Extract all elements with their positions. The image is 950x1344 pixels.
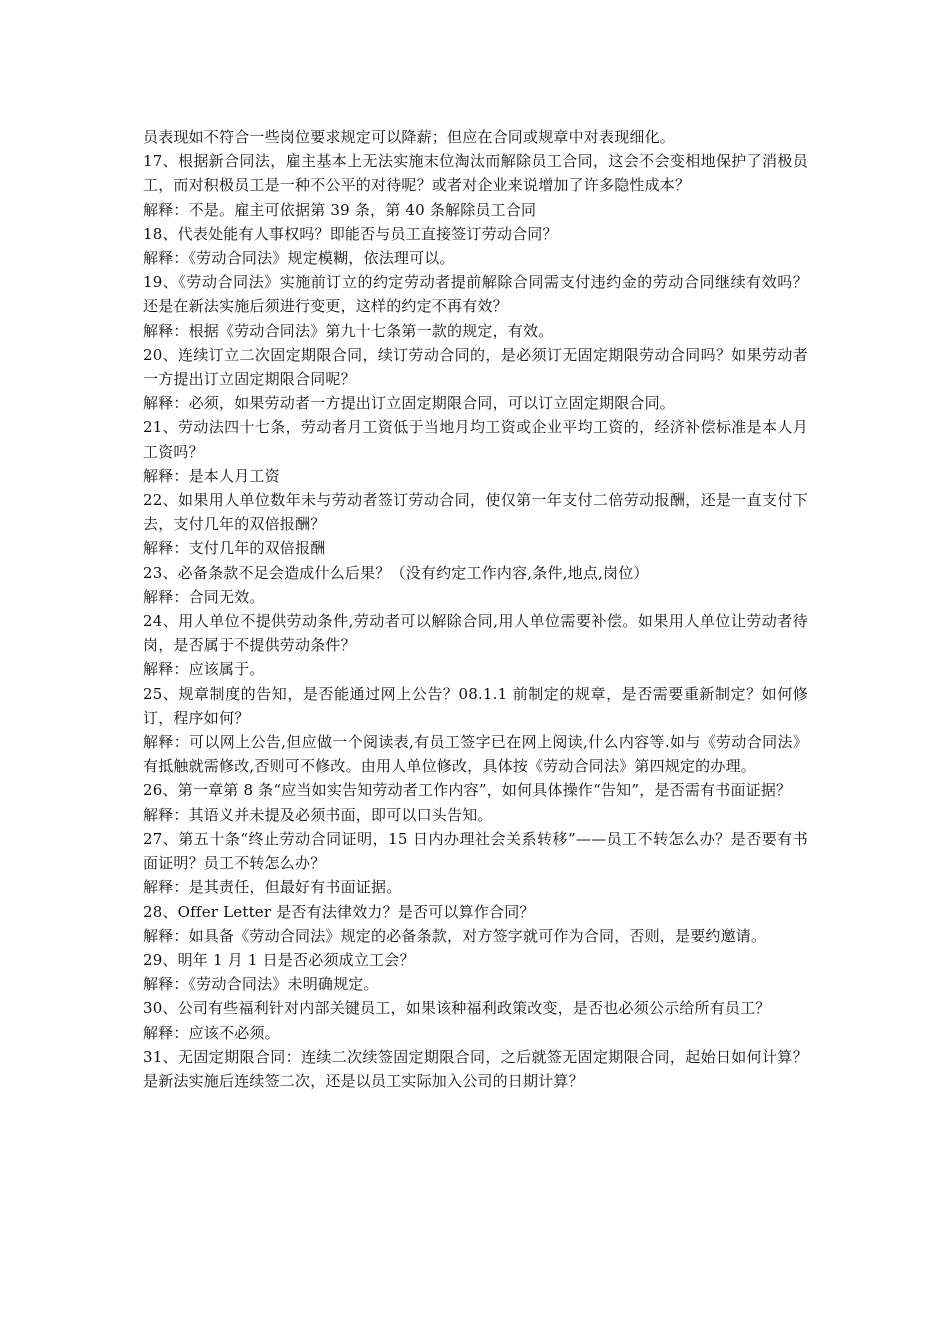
answer-17: 解释：不是。雇主可依据第 39 条，第 40 条解除员工合同	[143, 200, 537, 219]
question-27: 27、第五十条“终止劳动合同证明，15 日内办理社会关系转移”——员工不转怎么办？是否要有书面证明？员工不转怎么办？	[143, 829, 808, 873]
question-24: 24、用人单位不提供劳动条件,劳动者可以解除合同,用人单位需要补偿。如果用人单位让劳动者待岗，是否属于不提供劳动条件？	[143, 612, 808, 655]
answer-30: 解释：应该不必须。	[143, 1023, 280, 1042]
question-26: 26、第一章第 8 条“应当如实告知劳动者工作内容”，如何具体操作“告知”，是否需有书面证据？	[143, 781, 792, 800]
question-31: 31、无固定期限合同：连续二次续签固定期限合同，之后就签无固定期限合同，起始日如何计算？是新法实施后连续签二次，还是以员工实际加入公司的日期计算？	[143, 1047, 808, 1090]
answer-27: 解释：是其责任，但最好有书面证据。	[143, 878, 402, 897]
answer-21: 解释：是本人月工资	[143, 466, 280, 485]
question-30: 30、公司有些福利针对内部关键员工，如果该种福利政策改变，是否也必须公示给所有员工？	[143, 999, 771, 1018]
answer-18: 解释：《劳动合同法》规定模糊，依法理可以。	[143, 249, 455, 268]
question-21: 21、劳动法四十七条，劳动者月工资低于当地月均工资或企业平均工资的，经济补偿标准是本人月工资吗？	[143, 418, 808, 461]
question-20: 20、连续订立二次固定期限合同，续订劳动合同的，是必须订无固定期限劳动合同吗？如果劳动者一方提出订立固定期限合同呢？	[143, 345, 808, 389]
answer-22: 解释：支付几年的双倍报酬	[143, 539, 326, 558]
question-22: 22、如果用人单位数年未与劳动者签订劳动合同，使仅第一年支付二倍劳动报酬，还是一直支付下去，支付几年的双倍报酬？	[143, 491, 808, 534]
answer-23: 解释：合同无效。	[143, 587, 265, 606]
question-23: 23、必备条款不足会造成什么后果？（没有约定工作内容,条件,地点,岗位）	[143, 563, 649, 582]
document-body	[143, 125, 808, 1093]
question-17: 17、根据新合同法，雇主基本上无法实施末位淘汰而解除员工合同，这会不会变相地保护了消极员工，而对积极员工是一种不公平的对待呢？或者对企业来说增加了许多隐性成本？	[143, 152, 808, 195]
question-29: 29、明年 1 月 1 日是否必须成立工会？	[143, 950, 415, 969]
answer-26: 解释：其语义并未提及必须书面，即可以口头告知。	[143, 805, 493, 824]
question-28: 28、Offer Letter 是否有法律效力？是否可以算作合同？	[143, 902, 535, 921]
answer-20: 解释：必须，如果劳动者一方提出订立固定期限合同，可以订立固定期限合同。	[143, 394, 676, 413]
question-18: 18、代表处能有人事权吗？即能否与员工直接签订劳动合同？	[143, 224, 558, 243]
paragraph-line: 员表现如不符合一些岗位要求规定可以降薪；但应在合同或规章中对表现细化。	[143, 128, 676, 146]
answer-25: 解释：可以网上公告,但应做一个阅读表,有员工签字已在网上阅读,什么内容等.如与《劳动合同法》有抵触就需修改,否则可不修改。由用人单位修改，具体按《劳动合同法》第四规定的办理。	[143, 733, 808, 776]
question-25: 25、规章制度的告知，是否能通过网上公告？08.1.1 前制定的规章，是否需要重新制定？如何修订，程序如何？	[143, 684, 808, 727]
question-19: 19、《劳动合同法》实施前订立的约定劳动者提前解除合同需支付违约金的劳动合同继续有效吗？还是在新法实施后须进行变更，这样的约定不再有效？	[143, 273, 808, 316]
answer-28: 解释：如具备《劳动合同法》规定的必备条款，对方签字就可作为合同，否则，是要约邀请。	[143, 926, 767, 945]
answer-24: 解释：应该属于。	[143, 660, 265, 679]
answer-29: 解释：《劳动合同法》未明确规定。	[143, 975, 379, 994]
answer-19: 解释：根据《劳动合同法》第九十七条第一款的规定，有效。	[143, 321, 554, 340]
